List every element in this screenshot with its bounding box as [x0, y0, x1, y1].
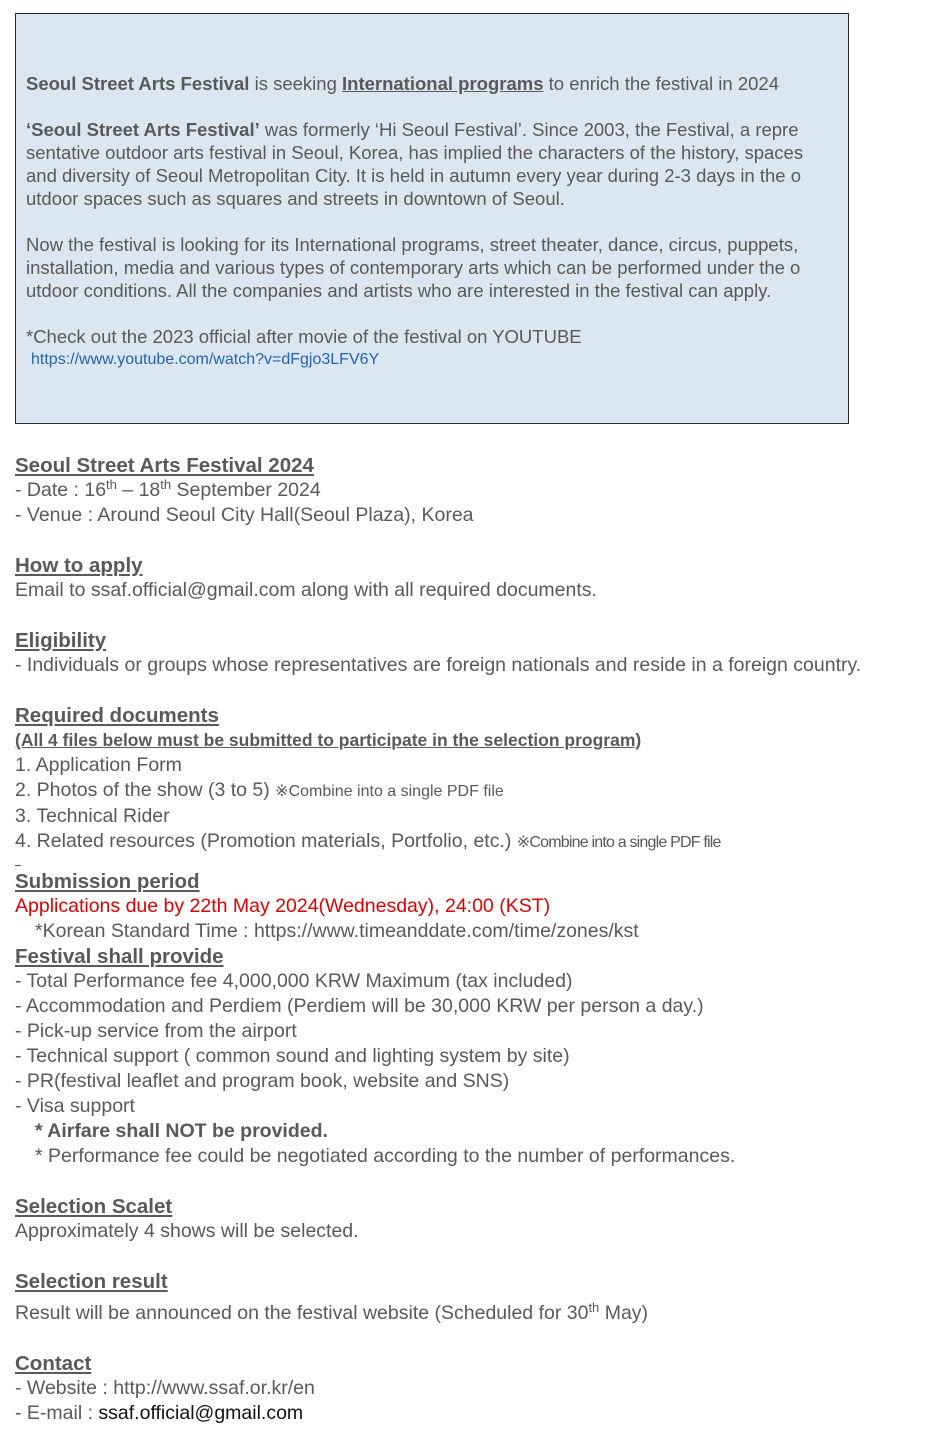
looking-line-2: installation, media and various types of contemporary arts which can be performed under the o — [26, 257, 801, 278]
kst-note: *Korean Standard Time : https://www.timeanddate.com/time/zones/kst — [35, 920, 639, 942]
how-to-apply-heading: How to apply — [15, 554, 143, 577]
provide-item: - Pick-up service from the airport — [15, 1020, 297, 1042]
submission-mark: _ — [15, 856, 21, 867]
festival-heading: Seoul Street Arts Festival 2024 — [15, 454, 314, 477]
international-programs: International programs — [342, 73, 544, 94]
selection-result-text: Result will be announced on the festival website (Scheduled for 30th May) — [15, 1300, 649, 1324]
provide-heading: Festival shall provide — [15, 945, 224, 968]
intro-box — [15, 13, 849, 424]
documents-heading: Required documents — [15, 704, 219, 727]
contact-website: - Website : http://www.ssaf.or.kr/en — [15, 1377, 315, 1399]
eligibility-heading: Eligibility — [15, 629, 107, 652]
main-content — [15, 453, 935, 1426]
document-item-4-note: ※Combine into a single PDF file — [516, 834, 721, 851]
contact-email: - E-mail : ssaf.official@gmail.com — [15, 1402, 304, 1424]
document-item-2: 2. Photos of the show (3 to 5) ※Combine into a single PDF file — [15, 779, 504, 801]
festival-name: Seoul Street Arts Festival — [26, 73, 250, 94]
intro-seeking — [26, 72, 840, 95]
festival-venue: - Venue : Around Seoul City Hall(Seoul Plaza), Korea — [15, 504, 474, 526]
history-line-3: and diversity of Seoul Metropolitan City. It is held in autumn every year during 2-3 days in the o — [26, 165, 802, 186]
documents-subheading: (All 4 files below must be submitted to participate in the selection program) — [15, 730, 642, 750]
festival-date: - Date : 16th – 18th September 2024 — [15, 477, 321, 501]
provide-item: - Total Performance fee 4,000,000 KRW Maximum (tax included) — [15, 970, 573, 992]
eligibility-text: - Individuals or groups whose representatives are foreign nationals and reside in a foreign country. — [15, 654, 862, 676]
contact-email-link[interactable]: ssaf.official@gmail.com — [98, 1402, 304, 1424]
contact-heading: Contact — [15, 1352, 92, 1375]
document-item-3: 3. Technical Rider — [15, 805, 170, 827]
seeking-text-end: to enrich the festival in 2024 — [543, 73, 779, 94]
intro-youtube — [26, 325, 840, 371]
submission-deadline: Applications due by 22th May 2024(Wednesday), 24:00 (KST) — [15, 895, 551, 917]
document-item-4: 4. Related resources (Promotion materials, Portfolio, etc.) ※Combine into a single PDF file — [15, 830, 721, 852]
airfare-note: * Airfare shall NOT be provided. — [35, 1120, 328, 1142]
quote-open: ‘ — [26, 119, 32, 140]
intro-looking — [26, 233, 840, 302]
provide-item: - Technical support ( common sound and lighting system by site) — [15, 1045, 570, 1067]
youtube-note: *Check out the 2023 official after movie of the festival on YOUTUBE — [26, 326, 582, 347]
history-line-4: utdoor spaces such as squares and streets in downtown of Seoul. — [26, 188, 565, 209]
youtube-link[interactable]: https://www.youtube.com/watch?v=dFgjo3LFV6Y — [31, 351, 380, 368]
provide-item: - Visa support — [15, 1095, 135, 1117]
provide-item: - Accommodation and Perdiem (Perdiem will be 30,000 KRW per person a day.) — [15, 995, 704, 1017]
how-to-apply-text: Email to ssaf.official@gmail.com along with all required documents. — [15, 579, 597, 601]
selection-scale-heading: Selection Scalet — [15, 1195, 173, 1218]
selection-result-heading: Selection result — [15, 1270, 168, 1293]
selection-scale-text: Approximately 4 shows will be selected. — [15, 1220, 359, 1242]
intro-history — [26, 118, 840, 210]
submission-heading: Submission period — [15, 870, 200, 893]
history-line-2: sentative outdoor arts festival in Seoul, Korea, has implied the characters of the history, spaces — [26, 142, 804, 163]
document-item-2-note: ※Combine into a single PDF file — [275, 783, 504, 800]
history-festival-name: Seoul Street Arts Festival’ — [31, 119, 260, 140]
seeking-text: is seeking — [249, 73, 342, 94]
looking-line-1: Now the festival is looking for its International programs, street theater, dance, circus, puppets, — [26, 234, 799, 255]
fee-note: * Performance fee could be negotiated according to the number of performances. — [35, 1145, 736, 1167]
document-item-1: 1. Application Form — [15, 754, 182, 776]
history-line-1: was formerly ‘Hi Seoul Festival’. Since 2003, the Festival, a repre — [259, 119, 799, 140]
looking-line-3: utdoor conditions. All the companies and artists who are interested in the festival can apply. — [26, 280, 772, 301]
provide-item: - PR(festival leaflet and program book, website and SNS) — [15, 1070, 510, 1092]
